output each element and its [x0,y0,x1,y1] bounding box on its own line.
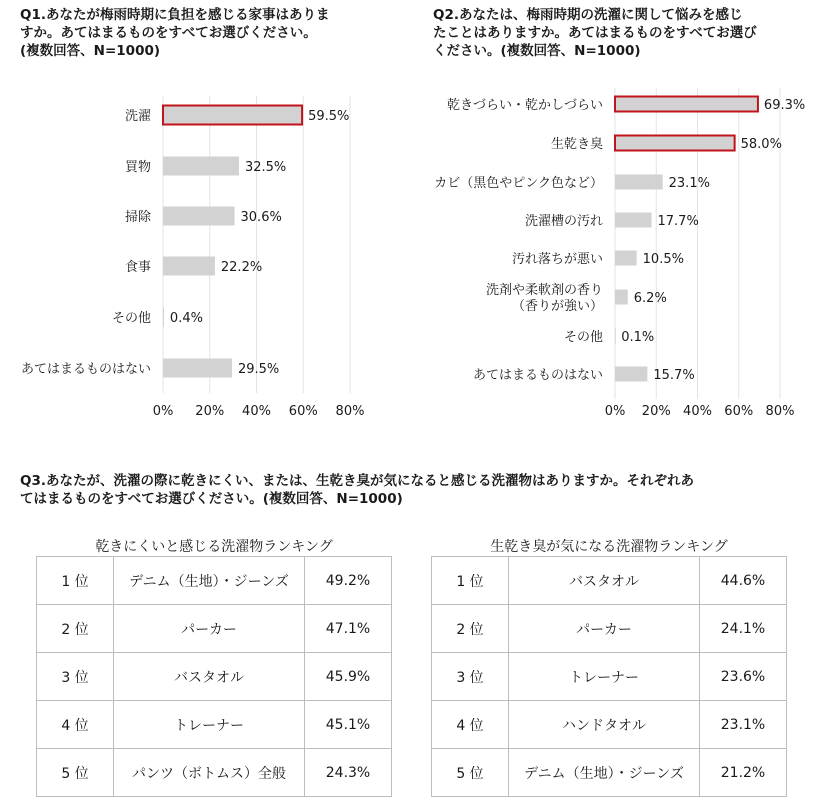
ranking-value: 49.2% [305,557,392,605]
ranking-item: パーカー [509,605,700,653]
ranking-row [37,749,392,797]
q2-bar [615,290,628,305]
ranking-position: 4 位 [432,701,509,749]
q1-title: Q1.あなたが梅雨時期に負担を感じる家事はありま すか。あてはまるものをすべてお選びください。 (複数回答、N=1000) [20,7,330,59]
q2-category-label: 生乾き臭 [550,137,603,152]
ranking-row [432,653,787,701]
q1-tick-label: 20% [195,404,225,419]
q2-category-label: 乾きづらい・乾かしづらい [446,98,603,113]
q2-category-label: 洗濯槽の汚れ [524,214,603,229]
q1-tick-label: 40% [242,404,271,419]
ranking-value: 24.3% [305,749,392,797]
ranking-value: 23.1% [700,701,787,749]
q2-category-label: その他 [563,330,603,345]
q1-value-label: 22.2% [220,260,263,275]
ranking-position: 2 位 [432,605,509,653]
q2-bar [615,213,652,228]
q1-category-label: 買物 [124,160,151,175]
q1-value-label: 0.4% [169,311,203,326]
ranking-value: 47.1% [305,605,392,653]
ranking-position: 3 位 [37,653,114,701]
q1-category-label: 食事 [124,260,151,275]
ranking-table-hard-to-dry [36,556,392,797]
q1-category-label: 掃除 [124,210,151,225]
ranking-value: 24.1% [700,605,787,653]
ranking-value: 44.6% [700,557,787,605]
ranking-row [37,605,392,653]
ranking-position: 4 位 [37,701,114,749]
q2-tick-label: 40% [683,404,712,419]
ranking-table-damp-odor [431,556,787,797]
q1-category-label: 洗濯 [124,109,151,124]
ranking-item: トレーナー [114,701,305,749]
ranking-item: パンツ（ボトムス）全般 [114,749,305,797]
ranking-row [37,557,392,605]
q2-bar [615,367,647,382]
q1-value-label: 30.6% [240,210,282,225]
q1-value-label: 32.5% [244,160,287,175]
q2-category-label: 汚れ落ちが悪い [511,252,603,267]
q2-value-label: 69.3% [763,98,806,113]
q2-value-label: 6.2% [633,291,667,306]
q2-value-label: 15.7% [653,368,695,383]
q2-bar [615,329,616,344]
ranking-row [37,653,392,701]
ranking-title-hard-to-dry: 乾きにくいと感じる洗濯物ランキング [95,539,333,555]
ranking-item: ハンドタオル [509,701,700,749]
q1-value-label: 59.5% [308,109,350,124]
ranking-position: 2 位 [37,605,114,653]
ranking-item: パーカー [114,605,305,653]
ranking-row [432,557,787,605]
q2-bar [615,136,735,151]
ranking-position: 3 位 [432,653,509,701]
q2-title: Q2.あなたは、梅雨時期の洗濯に関して悩みを感じ たことはありますか。あてはまるものをすべてお選び ください。(複数回答、N=1000) [433,7,757,59]
q1-tick-label: 80% [335,404,365,419]
q2-value-label: 10.5% [642,252,684,267]
ranking-row [37,701,392,749]
q1-category-label: その他 [111,311,151,326]
q1-value-label: 29.5% [237,362,280,377]
ranking-item: バスタオル [114,653,305,701]
q2-tick-label: 80% [765,404,795,419]
q1-tick-label: 60% [288,404,318,419]
ranking-value: 23.6% [700,653,787,701]
ranking-row [432,749,787,797]
q2-value-label: 23.1% [668,176,710,191]
ranking-position: 1 位 [37,557,114,605]
ranking-position: 5 位 [432,749,509,797]
ranking-position: 1 位 [432,557,509,605]
ranking-item: バスタオル [509,557,700,605]
q2-category-label: カビ（黒色やピンク色など） [434,176,603,191]
q2-value-label: 58.0% [740,137,782,152]
q2-category-label: あてはまるものはない [472,368,603,383]
q1-category-label: あてはまるものはない [20,362,151,377]
ranking-row [432,701,787,749]
q1-tick-label: 0% [152,404,174,419]
ranking-position: 5 位 [37,749,114,797]
ranking-item: トレーナー [509,653,700,701]
ranking-value: 21.2% [700,749,787,797]
q2-bar [615,251,637,266]
q2-tick-label: 0% [604,404,626,419]
q2-value-label: 17.7% [657,214,699,229]
q2-category-label: 洗剤や柔軟剤の香り（香りが強い） [485,283,603,314]
ranking-item: デニム（生地）・ジーンズ [114,557,305,605]
q3-title: Q3.あなたが、洗濯の際に乾きにくい、または、生乾き臭が気になると感じる洗濯物はありますか。それぞれあ てはまるものをすべてお選びください。(複数回答、N=1000) [20,473,694,507]
q2-value-label: 0.1% [621,330,655,345]
ranking-row [432,605,787,653]
ranking-value: 45.1% [305,701,392,749]
q2-bar [615,175,663,190]
ranking-item: デニム（生地）・ジーンズ [509,749,700,797]
ranking-value: 45.9% [305,653,392,701]
q2-tick-label: 60% [724,404,754,419]
q2-bar [615,97,758,112]
ranking-title-damp-odor: 生乾き臭が気になる洗濯物ランキング [490,539,728,555]
q2-tick-label: 20% [641,404,671,419]
